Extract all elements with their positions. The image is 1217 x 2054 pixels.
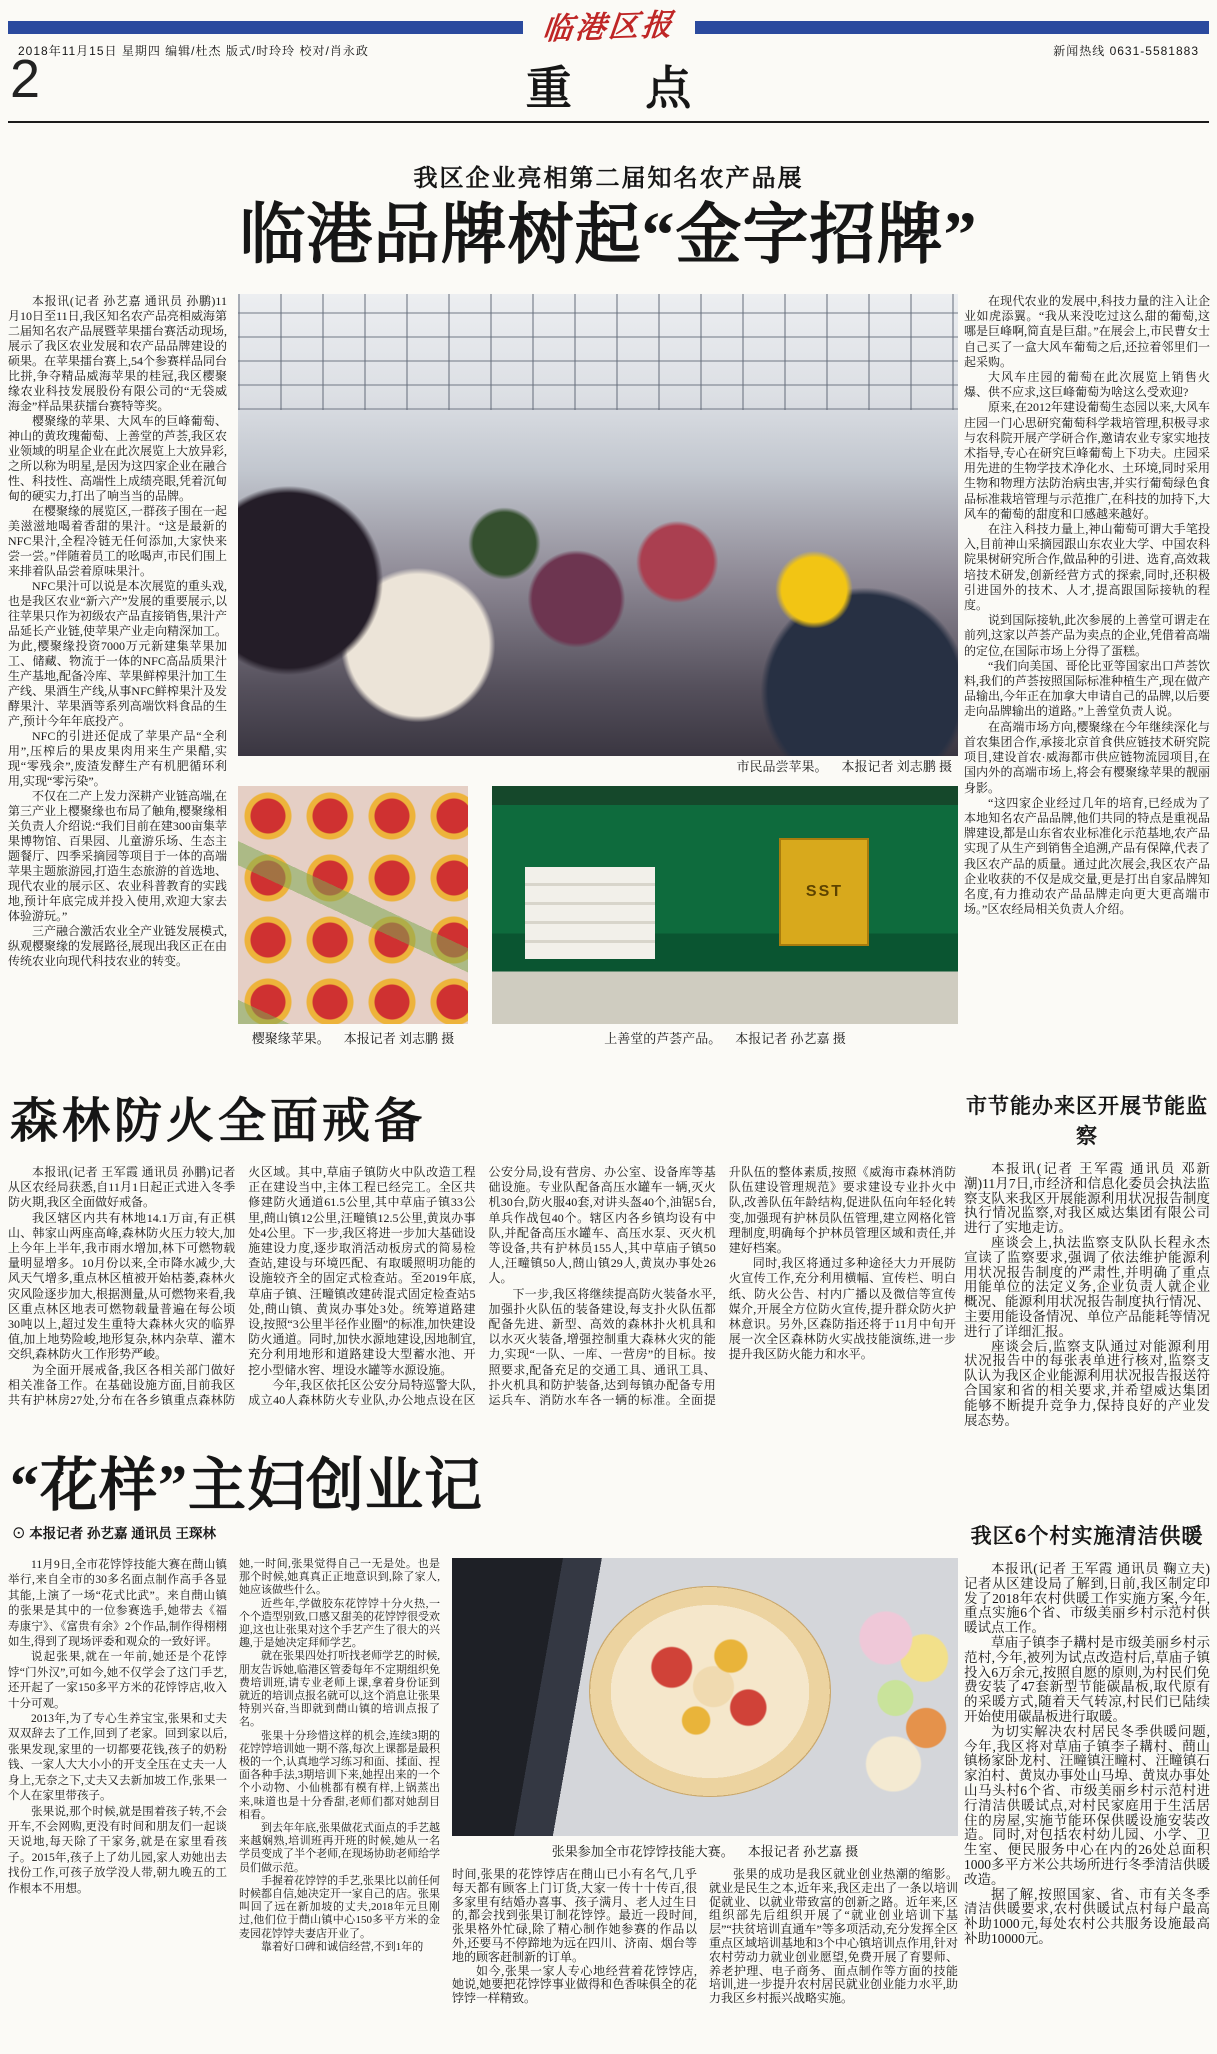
decorated-bun-platter [589,1586,832,1797]
paragraph: 近些年,学做胶东花饽饽十分火热,一个个造型别致,口感又甜美的花饽饽很受欢迎,这也让张果对这个手艺产生了很大的兴趣,于是她决定拜师学艺。 [239,1597,440,1650]
paragraph: 在注入科技力量上,神山葡萄可谓大手笔投入,目前神山采摘园跟山东农业大学、中国农科院果树研究所合作,做品种的引进、选育,高效栽培技术研发,创新经营方式的探索,同时,还积极引进国外的技术、人才,提高跟国际接轨的程度。 [964,522,1210,613]
huayang-byline: ⊙ 本报记者 孙艺嘉 通讯员 王琛林 [12,1526,217,1541]
paragraph: 为全面开展戒备,我区各相关部门做好相关准备工作。在基础设施方面,目前我区共有护林房27处,分布在各乡镇重点森林防火区域。其中,草庙子镇防火中队改造工程正在建设当中,主体工程已经完工。全区共修建防火通道61.5公里,其中草庙子镇33公里,蔄山镇12公里,汪疃镇12.5公里,黄岚办事处4公里。下一步,我区将进一步加大基础设施建设力度,逐步取消活动板房式的简易检查站,建设与环境匹配、有取暖照明功能的设施较齐全的固定式检查站。至2019年底,草庙子镇、汪疃镇改建砖混式固定检查站5处,蔄山镇、黄岚办事处3处。统筹道路建设,按照“3公里半径作业圈”的标准,加快建设防火通道。同时,加快水源地建设,因地制宜,充分利用地形和道路建设大型蓄水池、开挖小型储水窖、埋设水罐等水源设施。 [8,1165,476,1408]
paragraph: 就在张果四处打听找老师学艺的时候,朋友告诉她,临港区管委每年不定期组织免费培训班,请专业老师上课,拿着身份证到就近的培训点报名就可以,这个消息让张果特别兴奋,当即就到蔄山镇的培训点报了名。 [239,1650,440,1729]
paragraph: 樱聚缘的苹果、大风车的巨峰葡萄、神山的黄玫瑰葡萄、上善堂的芦荟,我区农业领域的明星企业在此次展览上大放异彩,之所以称为明星,是因为这四家企业在融合性、科技性、高端性上成绩亮眼,凭着沉甸甸的硬实力,打出了响当当的品牌。 [8,414,227,503]
paragraph: 在现代农业的发展中,科技力量的注入让企业如虎添翼。“我从来没吃过这么甜的葡萄,这哪是巨峰啊,简直是巨甜。”在展会上,市民曹女士自己买了一盒大风车葡萄之后,还拉着邻里们一起采购。 [964,294,1210,369]
photo-credit: 本报记者 孙艺嘉 摄 [735,1031,846,1046]
header-rule [8,121,1209,123]
huayang-column-3 [452,1868,697,2050]
paragraph: 张果十分珍惜这样的机会,连续3期的花饽饽培训她一期不落,每次上课都是最积极的一个,认真地学习练习和面、揉面、捏面各种手法,3期培训下来,她捏出来的一个个小动物、小仙桃都有模有样,上锅蒸出来,味道也是十分香甜,老师们都对她刮目相看。 [239,1729,440,1821]
paragraph: NFC的引进还促成了苹果产品“全利用”,压榨后的果皮果肉用来生产果醋,实现“零残余”,废渣发酵生产有机肥循环利用,实现“零污染”。 [8,729,227,788]
paragraph: 本报讯(记者 王军霞 通讯员 孙鹏)记者从区农经局获悉,自11月1日起正式进入冬季防火期,我区全面做好戒备。 [8,1165,236,1210]
lead-photo-block [238,294,958,1050]
paragraph: “我们向美国、哥伦比亚等国家出口芦荟饮料,我们的芦荟按照国际标准种植生产,现在做产品输出,今年正在加拿大申请自己的品牌,以后要走向品牌输出的道路。”上善堂负责人说。 [964,658,1210,719]
bun-decorations [623,1611,798,1772]
paragraph: 说起张果,就在一年前,她还是个花饽饽“门外汉”,可如今,她不仅学会了这门手艺,还开起了一家150多平方米的花饽饽店,收入十分可观。 [8,1651,227,1710]
paragraph: 在樱聚缘的展览区,一群孩子围在一起美滋滋地喝着香甜的果汁。“这是最新的NFC果汁,全程冷链无任何添加,大家快来尝一尝。”伴随着员工的吆喝声,市民们围上来排着队品尝着原味果汁。 [8,504,227,578]
news-hotline: 新闻热线 0631-5581883 [1053,44,1199,58]
ceiling-truss-texture [238,294,958,410]
photo-zhangguo-bun-contest [452,1558,958,1836]
paragraph: 下一步,我区将继续提高防火装备水平,加强扑火队伍的装备建设,每支扑火队伍都配备先进、新型、高效的森林扑火机具和以水灭火装备,增强控制重大森林火灾的能力,实现“一队、一库、一营房”的目标。按照要求,配备充足的交通工具、通讯工具、扑火机具和防护装备,达到每镇办配备专用运兵车、消防水车各一辆的标准。全面提升队伍的整体素质,按照《威海市森林消防队伍建设管理规范》要求建设专业扑火中队,改善队伍年龄结构,促进队伍向年轻化转变,加强现有护林员队伍管理,建立网格化管理制度,明确每个护林员管理区域和责任,并建好档案。 [488,1165,956,1408]
paragraph: 今年,我区依托区公安分局特巡警大队,成立40人森林防火专业队,办公地点设在区公安分局,设有营房、办公室、设备库等基础设施。专业队配备高压水罐车一辆,灭火机30台,防火服40套,对讲头盔40个,油锯5台,单兵作战包40个。辖区内各乡镇均设有中队,并配备高压水罐车、高压水泵、灭火机等设备,共有护林员155人,其中草庙子镇50人,汪疃镇50人,蔄山镇29人,黄岚办事处26人。 [248,1165,716,1408]
paragraph: 2013年,为了专心生养宝宝,张果和丈夫双双辞去了工作,回到了老家。回到家以后,张果发现,家里的一切都要花钱,孩子的奶粉钱、一家人大大小小的开支全压在丈夫一人身上,无奈之下,丈夫又去新加坡工作,张果一个人在家里带孩子。 [8,1713,227,1803]
paragraph: 在高端市场方向,樱聚缘在今年继续深化与首农集团合作,承接北京首食供应链技术研究院项目,建设首农·威海都市供应链物流园项目,在国内外的高端市场上,将会有樱聚缘苹果的靓丽身影。 [964,719,1210,795]
paragraph: 原来,在2012年建设葡萄生态园以来,大风车庄园一门心思研究葡萄科学栽培管理,积极寻求与农科院开展产学研合作,邀请农业专家实地技术指导,专心在研究巨峰葡萄上下功夫。庄园采用先进的生物学技术净化水、土环境,同时采用生物和物理方法防治病虫害,并实行葡萄绿色食品标准栽培管理与示范推广,在科技的加持下,大风车的葡萄的甜度和口感越来越好。 [964,400,1210,521]
paragraph: 本报讯(记者 孙艺嘉 通讯员 孙鹏)11月10日至11日,我区知名农产品亮相威海第二届知名农产品展暨苹果擂台赛活动现场,展示了我区农业发展和农产品品牌建设的硕果。在苹果擂台赛上,54个参赛样品同台比拼,争夺精品威海苹果的桂冠,我区樱聚缘农业科技发展股份有限公司的“无袋威海金”样品果获擂台赛特等奖。 [8,294,227,413]
caption-text: 张果参加全市花饽饽技能大赛。 [551,1844,734,1859]
paragraph: 说到国际接轨,此次参展的上善堂可谓走在前列,这家以芦荟产品为卖点的企业,凭借着高端的定位,在国际市场上分得了蛋糕。 [964,613,1210,658]
paragraph: 不仅在二产上发力深耕产业链高端,在第三产业上樱聚缘也布局了触角,樱聚缘相关负责人介绍说:“我们目前在建300亩集苹果博物馆、百果园、儿童游乐场、生态主题餐厅、四季采摘园等项目于一体的高端苹果主题旅游园,打造生态旅游的首选地、现代农业的展示区、农业科普教育的实践地,预计年底完成并投入使用,欢迎大家去体验游玩。” [8,789,227,923]
caption-text: 市民品尝苹果。 [736,759,828,774]
sst-product-box: SST [779,838,869,946]
colorful-bun-stack [857,1608,953,1808]
paragraph: 她,一时间,张果觉得自己一无是处。也是那个时候,她真真正正地意识到,除了家人,她应该做些什么。 [239,1558,440,1597]
lead-photo-row [238,786,958,1024]
lead-left-column [8,294,227,1066]
paragraph: 本报讯(记者 王军霞 通讯员 邓新潮)11月7日,市经济和信息化委员会执法监察支队来我区开展能源利用状况报告制度执行情况监察,对我区威达集团有限公司进行了实地走访。 [964,1162,1210,1236]
lead-photo-captions [238,1028,958,1050]
page-number: 2 [10,49,41,109]
masthead-logo-patch [523,2,695,46]
photo-caption [492,1028,958,1050]
fire-story-body [8,1165,956,1429]
heating-article-body [964,1562,1210,2052]
lead-headline: 临港品牌树起“金字招牌” [239,199,978,272]
photo-credit: 本报记者 孙艺嘉 摄 [747,1844,859,1859]
paragraph: 大风车庄园的葡萄在此次展览上销售火爆、供不应求,这巨峰葡萄为啥这么受欢迎? [964,370,1210,400]
photo-shangshantang-aloe-products [492,786,958,1024]
paragraph: 如今,张果一家人专心地经营着花饽饽店,她说,她要把花饽饽事业做得和色香味俱全的花饽饽一样精致。 [452,1963,697,2006]
paragraph: 时间,张果的花饽饽店在蔄山已小有名气,几乎每天都有顾客上门订货,大家一传十十传百,很多家里有结婚办喜事、孩子满月、老人过生日的,都会找到张果订制花饽饽。最近一段时间,张果格外忙碌,除了精心制作她参赛的作品以外,还要马不停蹄地为远在四川、济南、烟台等地的顾客赶制新的订单。 [452,1868,697,1964]
caption-text: 上善堂的芦荟产品。 [604,1031,722,1046]
masthead-logo: 临港区报 [540,8,676,47]
paragraph: 到去年年底,张果做花式面点的手艺越来越娴熟,培训班再开班的时候,她从一名学员变成了半个老师,在现场协助老师给学员们做示范。 [239,1822,440,1874]
paragraph: 手握着花饽饽的手艺,张果比以前任何时候都自信,她决定开一家自己的店。张果叫回了远在新加坡的丈夫,2018年元旦刚过,他们位于蔄山镇中心150多平方米的金麦园花饽饽夫妻店开业了。 [239,1874,440,1940]
photo-citizens-tasting-apples [238,294,958,756]
energy-article-headline: 市节能办来区开展节能监察 [966,1095,1208,1148]
photo-caption [238,756,958,778]
huayang-headline: “花样”主妇创业记 [10,1453,484,1518]
paragraph: 张果的成功是我区就业创业热潮的缩影。就业是民生之本,近年来,我区走出了一条以培训促就业、以就业带致富的创新之路。近年来,区组织部先后组织开展了“就业创业培训下基层”“扶贫培训直通车”等多项活动,充分发挥全区重点区域培训基地和3个中心镇培训点作用,针对农村劳动力就业创业愿望,免费开展了育婴师、养老护理、电子商务、面点制作等方面的技能培训,进一步提升农村居民就业创业能力水平,助力我区乡村振兴战略实施。 [709,1868,958,2006]
photo-yingjuyuan-apples [238,786,468,1024]
lead-right-column [964,294,1210,1076]
paragraph: 我区辖区内共有林地14.1万亩,有正棋山、韩家山两座高峰,森林防火压力较大,加上今年上半年,我市雨水增加,林下可燃物载量明显增多。10月份以来,全市降水减少,大风天气增多,重点林区植被开始枯萎,森林火灾风险逐步加大,根据测量,从可燃物来看,我区重点林区地表可燃物载量普遍在每公顷30吨以上,超过发生重特大森林火灾的临界值,加上地势险峻,地形复杂,林内杂草、灌木交织,森林防火工作形势严峻。 [8,1210,236,1362]
photo-caption [452,1841,958,1860]
paragraph: 草庙子镇李子耩村是市级美丽乡村示范村,今年,被列为试点改造村后,草庙子镇投入6万余元,按照自愿的原则,为村民们免费安装了47套新型节能碳晶板,取代原有的采暖方式,随着天气转凉,村民们已陆续开始使用碳晶板进行取暖。 [964,1634,1210,1724]
paragraph: 靠着好口碑和诚信经营,不到1年的 [261,1940,424,1953]
clean-heating-article [964,1520,1210,2052]
caption-text: 樱聚缘苹果。 [251,1031,330,1046]
huayang-column-2 [239,1558,440,2048]
section-title: 重点 [525,62,765,114]
paragraph: 为切实解决农村居民冬季供暖问题,今年,我区将对草庙子镇李子耩村、蔄山镇杨家卧龙村、汪疃镇汪疃村、汪疃镇石家泊村、黄岚办事处山马埠、黄岚办事处山马头村6个省、市级美丽乡村示范村进行清洁供暖试点,对村民家庭用于生活居住的房屋,实施节能环保供暖设施安装改造。同时,对包括农村幼儿园、小学、卫生室、便民服务中心在内的26处总面积1000多平方米公共场所进行冬季清洁供暖改造。 [964,1723,1210,1887]
stacked-boxes [525,867,655,959]
paragraph: 座谈会上,执法监察支队队长程永杰宣读了监察要求,强调了依法维护能源利用状况报告制度的严肃性,并明确了重点用能单位的法定义务,企业负责人就企业概况、能源利用状况报告制度执行情况、主要用能设备情况、单位产品能耗等情况进行了详细汇报。 [964,1234,1210,1339]
fire-story-headline: 森林防火全面戒备 [10,1095,427,1148]
paragraph: 张果说,那个时候,就是围着孩子转,不会开车,不会网购,更没有时间和朋友们一起谈天说地,每天除了干家务,就是在家里看孩子。2015年,孩子上了幼儿园,家人劝她出去找份工作,可孩子放学没人带,朝九晚五的工作根本不用想。 [8,1805,227,1895]
energy-inspection-article [964,1090,1210,1508]
paragraph: 据了解,按照国家、省、市有关冬季清洁供暖要求,农村供暖试点村每户最高补助1000元,每处农村公共服务设施最高补助10000元。 [964,1886,1210,1946]
paragraph: 三产融合激活农业全产业链发展模式,纵观樱聚缘的发展路径,展现出我区正在由传统农业向现代科技农业的转变。 [8,924,227,968]
huayang-column-4 [709,1868,958,2050]
photo-caption [238,1028,468,1050]
heating-article-headline: 我区6个村实施清洁供暖 [970,1525,1204,1548]
lead-kicker: 我区企业亮相第二届知名农产品展 [413,166,804,192]
paragraph: 座谈会后,监察支队通过对能源利用状况报告中的每张表单进行核对,监察支队认为我区企业能源利用状况报告报送符合国家和省的相关要求,并希望威达集团能够不断提升竞争力,保持良好的产业发展态势。 [964,1338,1210,1428]
huayang-column-1 [8,1558,227,2048]
paragraph: NFC果汁可以说是本次展览的重头戏,也是我区农业“新六产”发展的重要展示,以往苹果只作为初级农产品直接销售,果汁产品延长产业链,使苹果产业走向精深加工。为此,樱聚缘投资7000万元新建集苹果加工、储藏、物流于一体的NFC高品质果汁生产基地,配备冷库、苹果鲜榨果汁加工生产线、果酒生产线,从事NFC鲜榨果汁及发酵果汁、苹果酒等系列高端饮料食品的生产,预计今年年底投产。 [8,579,227,728]
energy-article-body [964,1162,1210,1508]
dateline: 2018年11月15日 星期四 编辑/杜杰 版式/时玲玲 校对/肖永政 [18,44,369,58]
paragraph: 11月9日,全市花饽饽技能大赛在蔄山镇举行,来自全市的30多名面点制作高手各显其能,上演了一场“花式比武”。来自蔄山镇的张果是其中的一位参赛选手,她带去《福寿康宁》、《富贵有余》2个作品,制作得栩栩如生,得到了现场评委和观众的一致好评。 [8,1559,227,1649]
paragraph: 同时,我区将通过多种途径大力开展防火宣传工作,充分利用横幅、宣传栏、明白纸、防火公告、村内广播以及微信等宣传媒介,开展全方位防火宣传,提升群众防火护林意识。另外,区森防指还将于11月中旬开展一次全区森林防火实战技能演练,进一步提升我区防火能力和水平。 [728,1256,956,1362]
photo-credit: 本报记者 刘志鹏 摄 [841,759,952,774]
paragraph: “这四家企业经过几年的培育,已经成为了本地知名农产品品牌,他们共同的特点是重视品牌建设,都是山东省农业标准化示范基地,农产品实现了从生产到销售全追溯,产品有保障,代表了我区农产品的质量。通过此次展会,我区农产品企业收获的不仅是成交量,更是打出自家品牌知名度,有力推动农产品品牌走向更大更高端市场。”区农经局相关负责人介绍。 [964,795,1210,917]
photo-credit: 本报记者 刘志鹏 摄 [343,1031,455,1046]
paragraph: 本报讯(记者 王军霞 通讯员 鞠立夫)记者从区建设局了解到,日前,我区制定印发了2018年农村供暖工作实施方案,今年,重点实施6个省、市级美丽乡村示范村供暖试点工作。 [964,1562,1210,1636]
